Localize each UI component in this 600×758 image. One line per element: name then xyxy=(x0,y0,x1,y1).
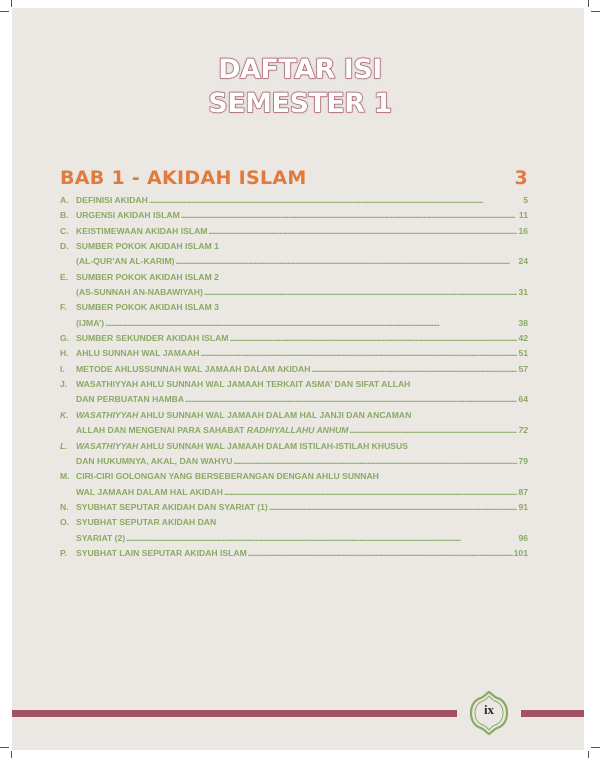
toc-entry[interactable] xyxy=(60,300,528,331)
entry-text-segment: DAN PERBUATAN HAMBA xyxy=(76,394,185,405)
crop-mark xyxy=(591,11,600,12)
entry-text-segment: CIRI-CIRI GOLONGAN YANG BERSEBERANGAN DENGAN AHLU SUNNAH xyxy=(76,471,379,482)
entry-page-number: 57 xyxy=(518,363,528,374)
entry-page-number: 96 xyxy=(518,532,528,543)
entry-last-line xyxy=(76,254,528,269)
entry-lines xyxy=(76,346,528,361)
entry-text-segment: RADHIYALLAHU ANHUM xyxy=(246,425,349,436)
toc-entry[interactable] xyxy=(60,331,528,346)
entry-text-segment: SUMBER POKOK AKIDAH ISLAM 3 xyxy=(76,302,219,313)
crop-mark xyxy=(591,747,600,748)
page-number-badge xyxy=(457,688,521,738)
dot-leader xyxy=(233,454,517,469)
chapter-page: 3 xyxy=(514,167,528,189)
entry-title xyxy=(76,531,125,546)
entry-title xyxy=(76,224,207,239)
entry-line xyxy=(76,515,528,530)
toc-entry[interactable] xyxy=(60,239,528,270)
entry-text-segment: WAL JAMAAH DALAM HAL AKIDAH xyxy=(76,486,223,497)
entry-page-number: 64 xyxy=(518,394,528,405)
entry-title xyxy=(76,316,104,331)
entry-last-line xyxy=(76,362,528,377)
entry-title xyxy=(76,208,180,223)
entry-line xyxy=(76,239,528,254)
entry-lines xyxy=(76,377,528,408)
dot-leader xyxy=(176,254,518,269)
entry-title xyxy=(76,346,200,361)
entry-page-number: 72 xyxy=(518,425,528,436)
entry-letter: F. xyxy=(60,302,67,313)
dot-leader xyxy=(349,423,517,438)
chapter-row[interactable] xyxy=(60,167,528,189)
entry-letter: L. xyxy=(60,440,68,451)
toc-entry[interactable] xyxy=(60,270,528,301)
entry-text-segment: SYUBHAT SEPUTAR AKIDAH DAN SYARIAT (1) xyxy=(76,501,268,512)
entry-text-segment: (AS-SUNNAH AN-NABAWIYAH) xyxy=(76,287,203,298)
entry-lines xyxy=(76,270,528,301)
toc-entry[interactable] xyxy=(60,500,528,515)
toc-entry[interactable] xyxy=(60,362,528,377)
dot-leader xyxy=(204,285,518,300)
entry-text-segment: (IJMA’) xyxy=(76,317,105,328)
entry-lines xyxy=(76,208,528,223)
entry-letter: E. xyxy=(60,271,69,282)
toc-entry[interactable] xyxy=(60,224,528,239)
entry-text-segment: AHLU SUNNAH WAL JAMAAH DALAM ISTILAH-ISTILAH KHUSUS xyxy=(138,440,408,451)
entry-lines xyxy=(76,239,528,270)
entry-text-segment: AHLU SUNNAH WAL JAMAAH DALAM HAL JANJI DAN ANCAMAN xyxy=(138,409,412,420)
crop-mark xyxy=(11,751,12,758)
entry-lines xyxy=(76,193,528,208)
entry-title xyxy=(76,485,223,500)
entry-text-segment: SYARIAT (2) xyxy=(76,532,126,543)
entry-last-line xyxy=(76,531,528,546)
entry-letter: K. xyxy=(60,409,69,420)
entry-page-number: 16 xyxy=(518,225,528,236)
toc-entry[interactable] xyxy=(60,346,528,361)
entry-text-segment: SUMBER SEKUNDER AKIDAH ISLAM xyxy=(76,333,229,344)
toc-entry[interactable] xyxy=(60,546,528,561)
dot-leader xyxy=(126,531,517,546)
entry-last-line xyxy=(76,316,528,331)
entry-letter: N. xyxy=(60,501,69,512)
entry-page-number: 101 xyxy=(513,547,528,558)
entry-text-segment: SYUBHAT SEPUTAR AKIDAH DAN xyxy=(76,517,217,528)
crop-mark xyxy=(588,751,589,758)
entry-last-line xyxy=(76,454,528,469)
toc-entry[interactable] xyxy=(60,515,528,546)
entry-last-line xyxy=(76,208,528,223)
dot-leader xyxy=(149,193,522,208)
entry-page-number: 11 xyxy=(518,210,528,221)
entry-last-line xyxy=(76,285,528,300)
entry-lines xyxy=(76,408,528,439)
dot-leader xyxy=(208,224,517,239)
entry-page-number: 91 xyxy=(518,501,528,512)
toc-entry[interactable] xyxy=(60,208,528,223)
entry-lines xyxy=(76,546,528,561)
toc-heading: DAFTAR ISI xyxy=(218,54,382,85)
entry-title xyxy=(76,285,203,300)
entry-letter: D. xyxy=(60,241,69,252)
entry-last-line xyxy=(76,546,528,561)
toc-entry[interactable] xyxy=(60,377,528,408)
crop-mark xyxy=(11,0,12,7)
entry-line xyxy=(76,377,528,392)
entry-text-segment: ALLAH DAN MENGENAI PARA SAHABAT xyxy=(76,425,247,436)
entry-letter: A. xyxy=(60,195,69,205)
dot-leader xyxy=(105,316,517,331)
entry-line xyxy=(76,469,528,484)
toc-entry[interactable] xyxy=(60,193,528,208)
dot-leader xyxy=(248,546,513,561)
entry-title xyxy=(76,331,228,346)
page-number: ix xyxy=(483,702,495,717)
entry-title xyxy=(76,423,348,438)
entry-lines xyxy=(76,362,528,377)
entry-title xyxy=(76,546,247,561)
dot-leader xyxy=(311,362,517,377)
entry-page-number: 79 xyxy=(518,455,528,466)
dot-leader xyxy=(229,331,517,346)
toc-entry[interactable] xyxy=(60,408,528,439)
entry-page-number: 38 xyxy=(518,317,528,328)
dot-leader xyxy=(269,500,518,515)
entry-text-segment: SUMBER POKOK AKIDAH ISLAM 2 xyxy=(76,271,219,282)
entry-text-segment: WASATHIYYAH AHLU SUNNAH WAL JAMAAH TERKAIT ASMA’ DAN SIFAT ALLAH xyxy=(76,379,411,390)
toc-entry[interactable] xyxy=(60,439,528,470)
entry-line xyxy=(76,408,528,423)
entry-text-segment: (AL-QUR’AN AL-KARIM) xyxy=(76,256,175,267)
crop-mark xyxy=(588,0,589,7)
dot-leader xyxy=(185,392,517,407)
entry-title xyxy=(76,362,310,377)
entry-last-line xyxy=(76,423,528,438)
entry-letter: J. xyxy=(60,379,68,390)
entry-page-number: 5 xyxy=(523,195,528,205)
entry-line xyxy=(76,439,528,454)
entry-letter: O. xyxy=(60,517,70,528)
entry-title xyxy=(76,500,268,515)
entry-lines xyxy=(76,500,528,515)
entry-last-line xyxy=(76,485,528,500)
entry-text-segment: WASATHIYYAH xyxy=(76,440,139,451)
entry-letter: M. xyxy=(60,471,70,482)
entry-last-line xyxy=(76,392,528,407)
entry-lines xyxy=(76,224,528,239)
entry-letter: C. xyxy=(60,225,69,236)
entry-text-segment: SYUBHAT LAIN SEPUTAR AKIDAH ISLAM xyxy=(76,547,247,558)
entry-text-segment: AHLU SUNNAH WAL JAMAAH xyxy=(76,348,200,359)
entry-last-line xyxy=(76,224,528,239)
entry-text-segment: WASATHIYYAH xyxy=(76,409,139,420)
entry-last-line xyxy=(76,331,528,346)
toc-list xyxy=(60,193,528,561)
entry-lines xyxy=(76,300,528,331)
entry-letter: P. xyxy=(60,547,68,558)
entry-title xyxy=(76,454,232,469)
entry-text-segment: URGENSI AKIDAH ISLAM xyxy=(76,210,180,221)
entry-lines xyxy=(76,515,528,546)
crop-mark xyxy=(0,11,9,12)
entry-last-line xyxy=(76,193,528,208)
entry-lines xyxy=(76,331,528,346)
chapter-title: BAB 1 - AKIDAH ISLAM xyxy=(60,167,307,189)
entry-page-number: 87 xyxy=(518,486,528,497)
entry-letter: I. xyxy=(60,363,65,374)
entry-page-number: 42 xyxy=(518,333,528,344)
entry-line xyxy=(76,300,528,315)
entry-last-line xyxy=(76,346,528,361)
entry-title xyxy=(76,392,184,407)
entry-text-segment: DAN HUKUMNYA, AKAL, DAN WAHYU xyxy=(76,455,233,466)
entry-lines xyxy=(76,469,528,500)
toc-entry[interactable] xyxy=(60,469,528,500)
dot-leader xyxy=(224,485,518,500)
entry-text-segment: DEFINISI AKIDAH xyxy=(76,195,148,205)
entry-letter: B. xyxy=(60,210,69,221)
entry-last-line xyxy=(76,500,528,515)
crop-mark xyxy=(0,747,9,748)
entry-page-number: 31 xyxy=(518,287,528,298)
entry-letter: H. xyxy=(60,348,69,359)
entry-line xyxy=(76,270,528,285)
entry-page-number: 24 xyxy=(518,256,528,267)
dot-leader xyxy=(181,208,518,223)
entry-letter: G. xyxy=(60,333,70,344)
semester-heading: SEMESTER 1 xyxy=(208,88,392,119)
dot-leader xyxy=(201,346,518,361)
entry-title xyxy=(76,254,175,269)
entry-text-segment: SUMBER POKOK AKIDAH ISLAM 1 xyxy=(76,241,219,252)
entry-title xyxy=(76,193,148,208)
entry-text-segment: METODE AHLUSSUNNAH WAL JAMAAH DALAM AKIDAH xyxy=(76,363,311,374)
entry-page-number: 51 xyxy=(518,348,528,359)
entry-lines xyxy=(76,439,528,470)
entry-text-segment: KEISTIMEWAAN AKIDAH ISLAM xyxy=(76,225,208,236)
